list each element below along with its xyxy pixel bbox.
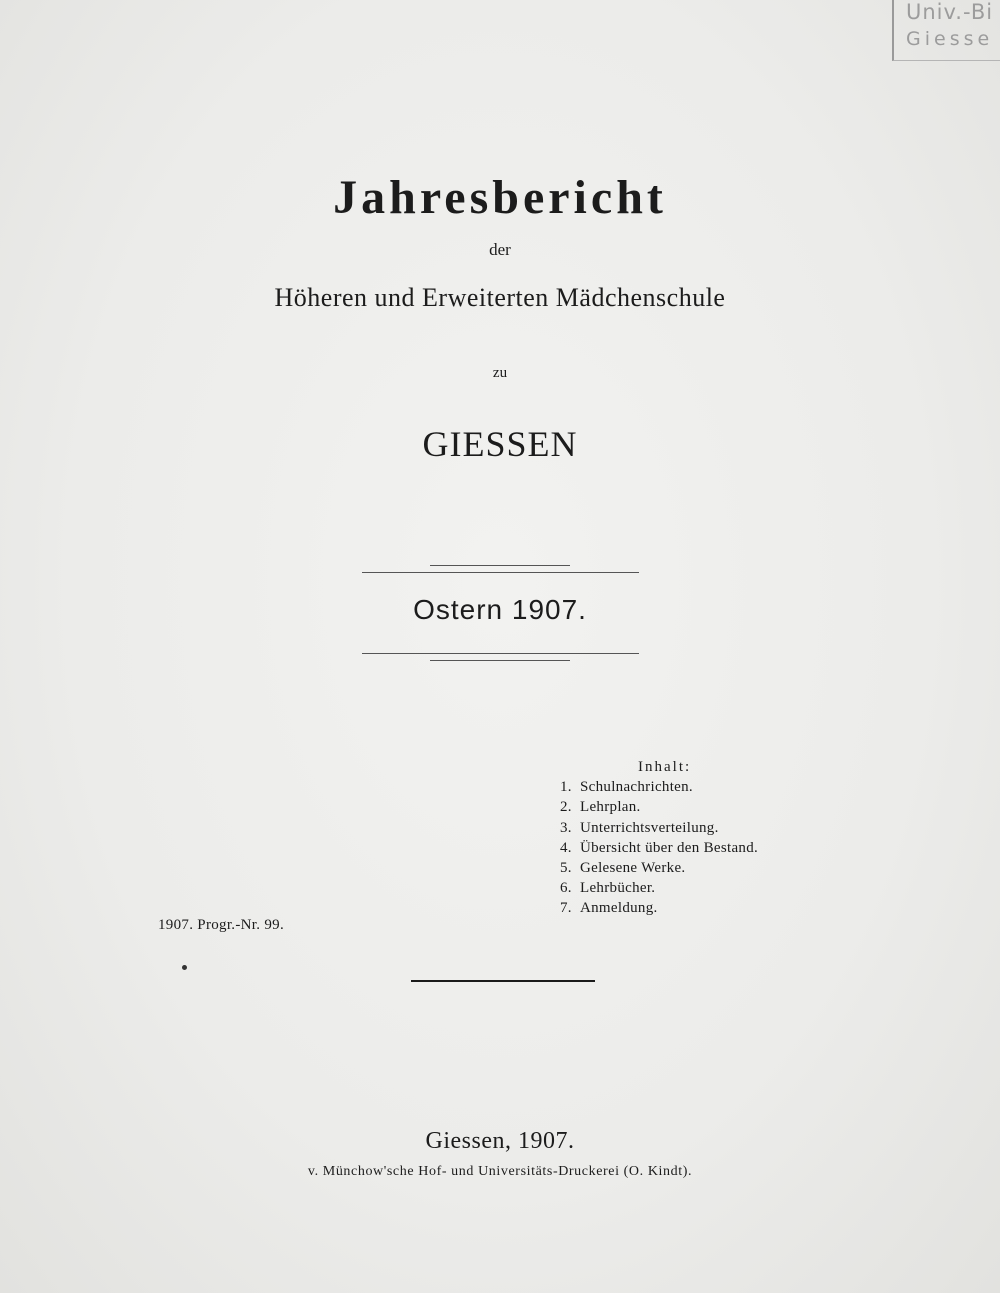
divider-bar <box>411 980 595 982</box>
preposition: zu <box>492 365 508 381</box>
item-label: Anmeldung. <box>580 900 658 917</box>
upper-rule-long <box>362 572 639 573</box>
program-number: 1907. Progr.-Nr. 99. <box>158 917 284 933</box>
library-stamp <box>892 0 1000 61</box>
item-number: 1. <box>560 779 572 796</box>
stamp-line-1: Univ.-Bi <box>906 0 994 24</box>
school-name: Höheren und Erweiterten Mädchenschule <box>274 283 726 312</box>
list-item <box>560 898 758 918</box>
lower-rule-short <box>430 660 570 661</box>
title-connector: der <box>489 240 511 259</box>
city-name: GIESSEN <box>422 424 578 464</box>
item-label: Lehrplan. <box>580 799 641 816</box>
item-number: 4. <box>560 839 572 856</box>
imprint-printer: v. Münchow'sche Hof- und Universitäts-Druckerei (O. Kindt). <box>307 1164 693 1179</box>
list-item <box>560 777 758 797</box>
list-item <box>560 818 758 838</box>
item-label: Übersicht über den Bestand. <box>580 839 759 856</box>
contents-heading: Inhalt: <box>638 759 692 775</box>
upper-rule-short <box>430 565 570 566</box>
item-label: Unterrichtsverteilung. <box>580 819 719 836</box>
lower-rule-long <box>362 653 639 654</box>
list-item <box>560 858 758 878</box>
imprint-place-year: Giessen, 1907. <box>425 1128 575 1154</box>
ink-dot <box>182 965 187 970</box>
stamp-line-2: Giesse <box>906 28 994 50</box>
report-title: Jahresbericht <box>333 171 667 224</box>
item-number: 2. <box>560 799 572 816</box>
item-number: 5. <box>560 860 572 877</box>
item-number: 3. <box>560 819 572 836</box>
item-label: Lehrbücher. <box>580 880 656 897</box>
list-item <box>560 838 758 858</box>
list-item <box>560 878 758 898</box>
table-of-contents <box>560 757 758 919</box>
item-label: Schulnachrichten. <box>580 779 693 796</box>
item-label: Gelesene Werke. <box>580 860 686 877</box>
item-number: 7. <box>560 900 572 917</box>
item-number: 6. <box>560 880 572 897</box>
occasion-date: Ostern 1907. <box>413 594 587 625</box>
list-item <box>560 797 758 817</box>
